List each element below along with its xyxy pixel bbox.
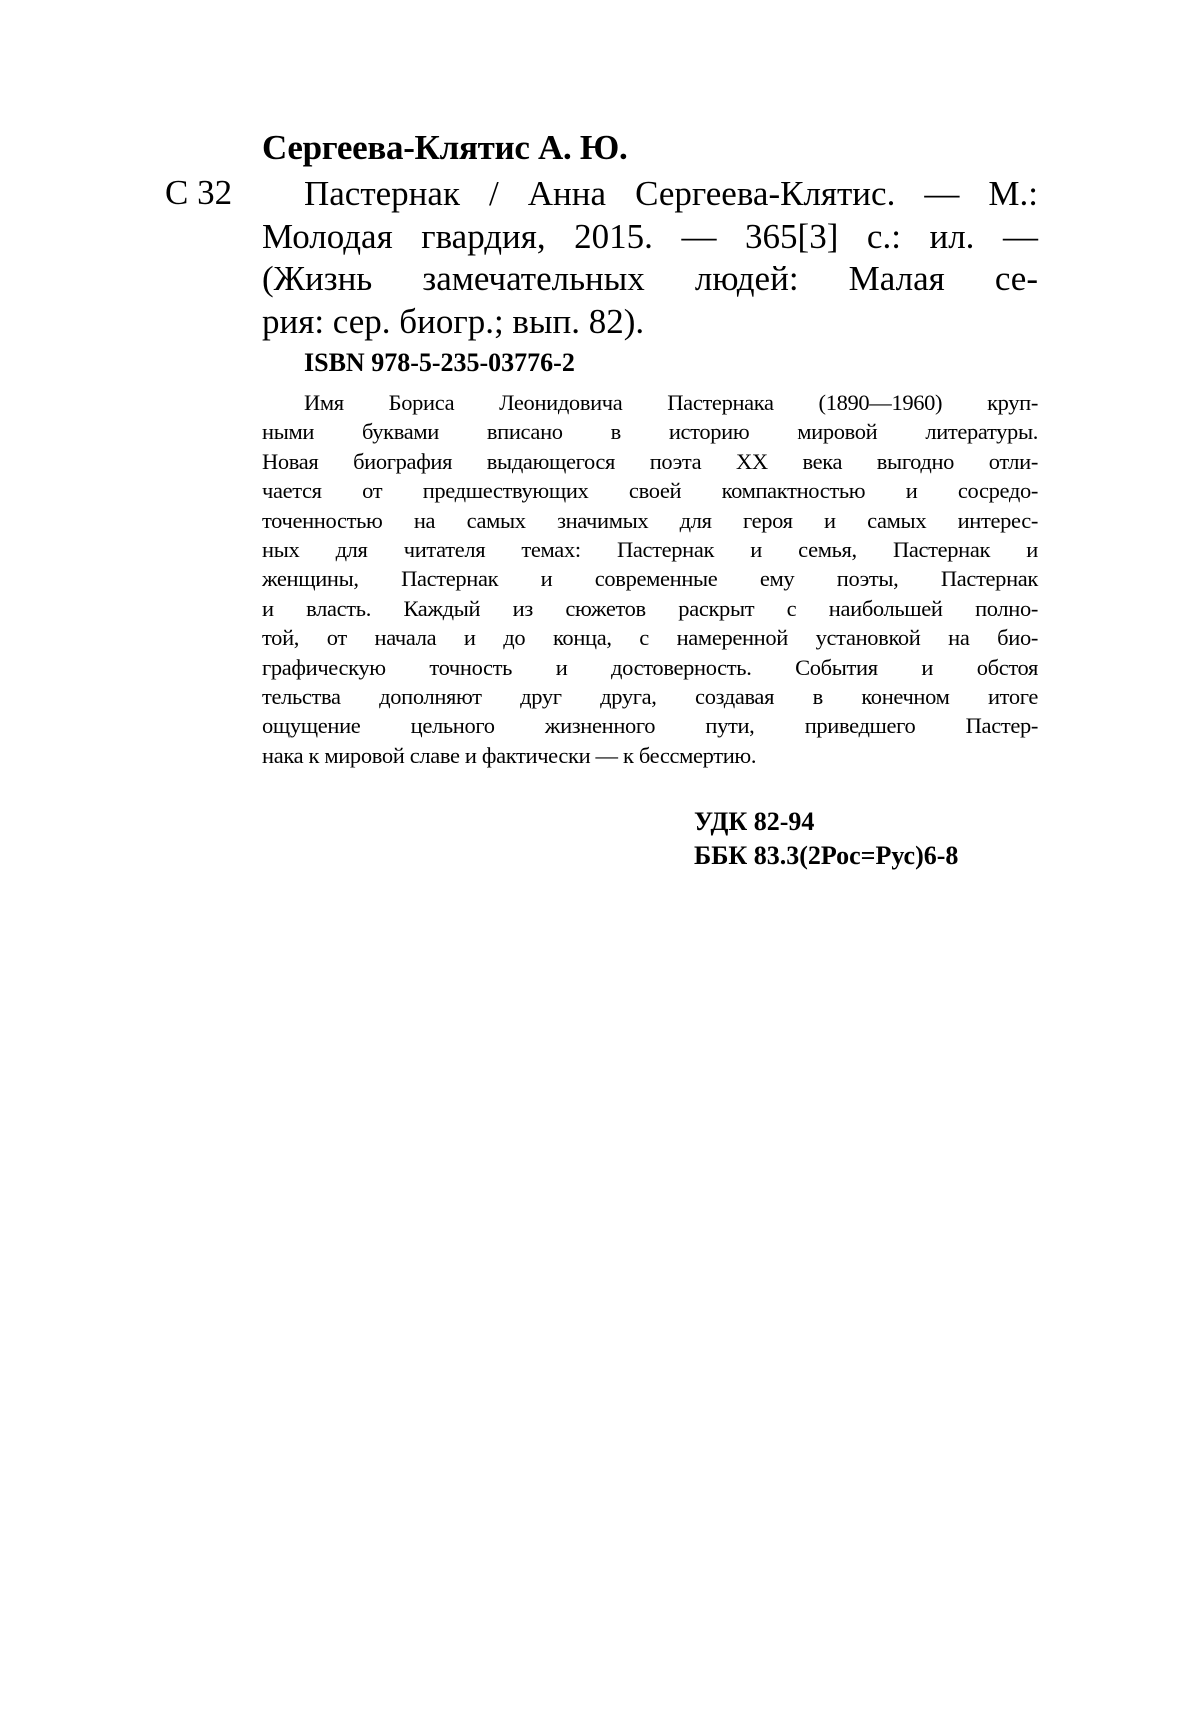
annotation-line: ных для читателя темах: Пастернак и семья, Пастернак и [262, 537, 1038, 563]
annotation-line: той, от начала и до конца, с намеренной установкой на био- [262, 625, 1038, 651]
isbn-number: ISBN 978-5-235-03776-2 [304, 348, 575, 377]
library-code: С 32 [165, 173, 233, 212]
annotation-line: Новая биография выдающегося поэта XX века выгодно отли- [262, 448, 1038, 474]
annotation-line: точенностью на самых значимых для героя и самых интерес- [262, 507, 1038, 533]
title-line: (Жизнь замечательных людей: Малая се- [262, 259, 1038, 298]
annotation-line: чается от предшествующих своей компактностью и сосредо- [262, 478, 1038, 504]
bbk-classification: ББК 83.3(2Рос=Рус)6-8 [694, 841, 959, 870]
title-line: Пастернак / Анна Сергеева-Клятис. — М.: [304, 174, 1038, 213]
annotation-line: и власть. Каждый из сюжетов раскрыт с наибольшей полно- [262, 595, 1038, 621]
author-heading: Сергеева-Клятис А. Ю. [262, 128, 628, 167]
annotation-line: тельства дополняют друг друга, создавая в конечном итоге [262, 684, 1038, 710]
annotation-line: графическую точность и достоверность. События и обстоя [262, 654, 1038, 680]
udk-classification: УДК 82-94 [694, 807, 815, 836]
annotation-line: ощущение цельного жизненного пути, приведшего Пастер- [262, 713, 1038, 739]
annotation-line: нака к мировой славе и фактически — к бессмертию. [262, 742, 757, 768]
title-description [262, 173, 1038, 343]
annotation-text [262, 388, 1038, 770]
annotation-line: ными буквами вписано в историю мировой литературы. [262, 419, 1038, 445]
title-line: рия: сер. биогр.; вып. 82). [262, 301, 645, 341]
title-line: Молодая гвардия, 2015. — 365[3] с.: ил. — [262, 216, 1038, 256]
annotation-line: женщины, Пастернак и современные ему поэты, Пастернак [262, 566, 1038, 592]
annotation-line: Имя Бориса Леонидовича Пастернака (1890—1960) круп- [304, 390, 1038, 415]
